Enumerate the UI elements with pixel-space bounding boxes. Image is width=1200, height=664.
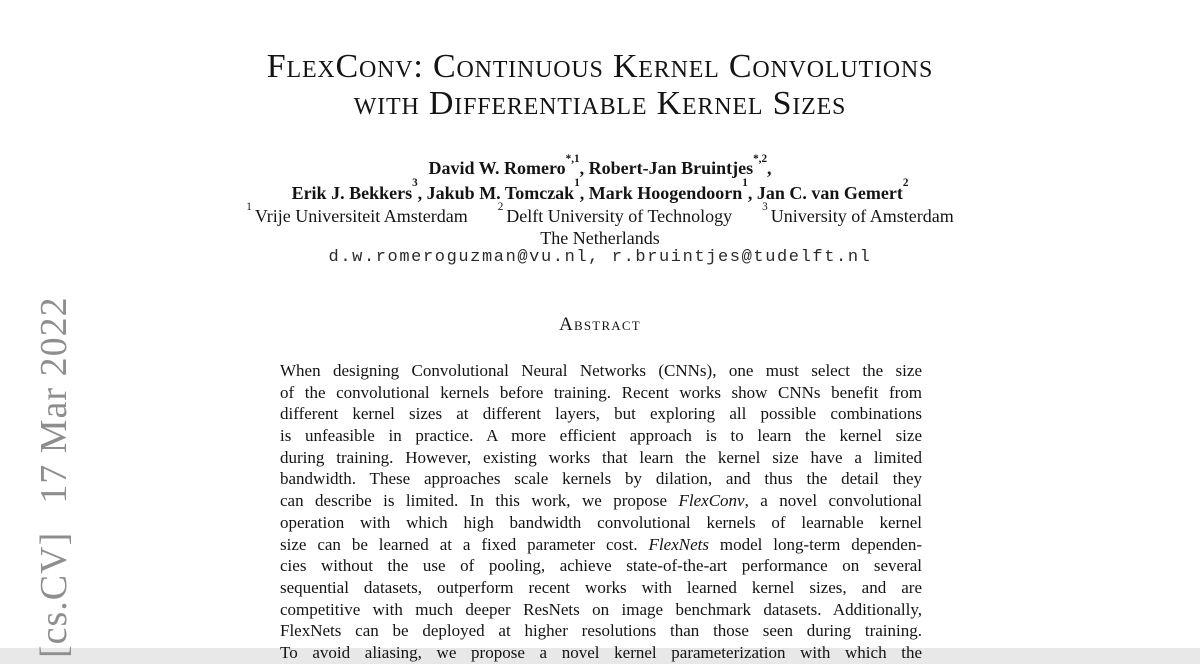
author-superscript: *,2 (753, 152, 768, 165)
paper-title (0, 48, 1200, 122)
author-superscript: 1 (574, 177, 580, 190)
affiliation-country: The Netherlands (540, 228, 660, 248)
abstract-line-6: bandwidth. These approaches scale kernels by dilation, and thus the detail they (280, 469, 922, 489)
paper-title-line2: with Differentiable Kernel Sizes (353, 85, 847, 122)
abstract-line-14: To avoid aliasing, we propose a novel kernel parameterization with which the (280, 642, 922, 662)
abstract-heading: Abstract (559, 314, 641, 335)
abstract-line-9: size can be learned at a fixed parameter cost. FlexNets model long-term dependen- (280, 534, 923, 554)
affiliation-item-1: $^1$ Vrije Universiteit Amsterdam (246, 200, 468, 226)
abstract-line-7: can describe is limited. In this work, we propose FlexConv, a novel convolutional (280, 491, 922, 511)
abstract-body (280, 360, 922, 664)
arxiv-date: 17 Mar 2022 (33, 296, 75, 504)
abstract-line-3: different kernel sizes at different layers, but exploring all possible combinations (280, 404, 922, 424)
affiliations (0, 200, 1200, 227)
affiliation-item-3: $^3$ University of Amsterdam (762, 200, 954, 226)
arxiv-watermark (32, 296, 76, 658)
author-superscript: 1 (742, 177, 748, 190)
abstract-line-10: cies without the use of pooling, achieve state-of-the-art performance on several (280, 556, 922, 576)
arxiv-category: [cs.CV] (33, 531, 75, 658)
abstract-line-12: competitive with much deeper ResNets on image benchmark datasets. Additionally, (280, 599, 922, 619)
abstract-line-5: during training. However, existing works that learn the kernel size have a limited (280, 447, 922, 467)
abstract-line-13: FlexNets can be deployed at higher resolutions than those seen during training. (280, 621, 922, 641)
author-superscript: 3 (412, 177, 418, 190)
affiliation-superscript: 1 (246, 200, 252, 213)
author-superscript: *,1 (565, 152, 580, 165)
author-list (0, 152, 1200, 205)
affiliation-superscript: 3 (762, 200, 768, 213)
author-emails: d.w.romeroguzman@vu.nl, r.bruintjes@tudelft.nl (328, 248, 872, 267)
affiliation-item-2: $^2$ Delft University of Technology (497, 200, 733, 226)
author-superscript: 2 (902, 177, 909, 190)
affiliation-superscript: 2 (497, 200, 504, 213)
abstract-line-1: When designing Convolutional Neural Networks (CNNs), one must select the size (280, 361, 922, 380)
paper-title-line1: FlexConv: Continuous Kernel Convolutions (266, 48, 934, 85)
author-line-1: David W. Romero$^{*,1}$, Robert-Jan Bruintjes$^{*,2}$, (428, 152, 772, 178)
abstract-line-11: sequential datasets, outperform recent works with learned kernel sizes, and are (280, 577, 922, 597)
abstract-line-4: is unfeasible in practice. A more efficient approach is to learn the kernel size (280, 426, 922, 446)
italic-term: FlexNets (648, 534, 709, 554)
italic-term: FlexConv (678, 491, 745, 511)
abstract-line-8: operation with which high bandwidth convolutional kernels of learnable kernel (280, 512, 922, 532)
author-line-2: Erik J. Bekkers$^3$, Jakub M. Tomczak$^1$, Mark Hoogendoorn$^1$, Jan C. van Gemert$^2$ (291, 177, 909, 203)
abstract-line-2: of the convolutional kernels before training. Recent works show CNNs benefit from (280, 382, 922, 402)
